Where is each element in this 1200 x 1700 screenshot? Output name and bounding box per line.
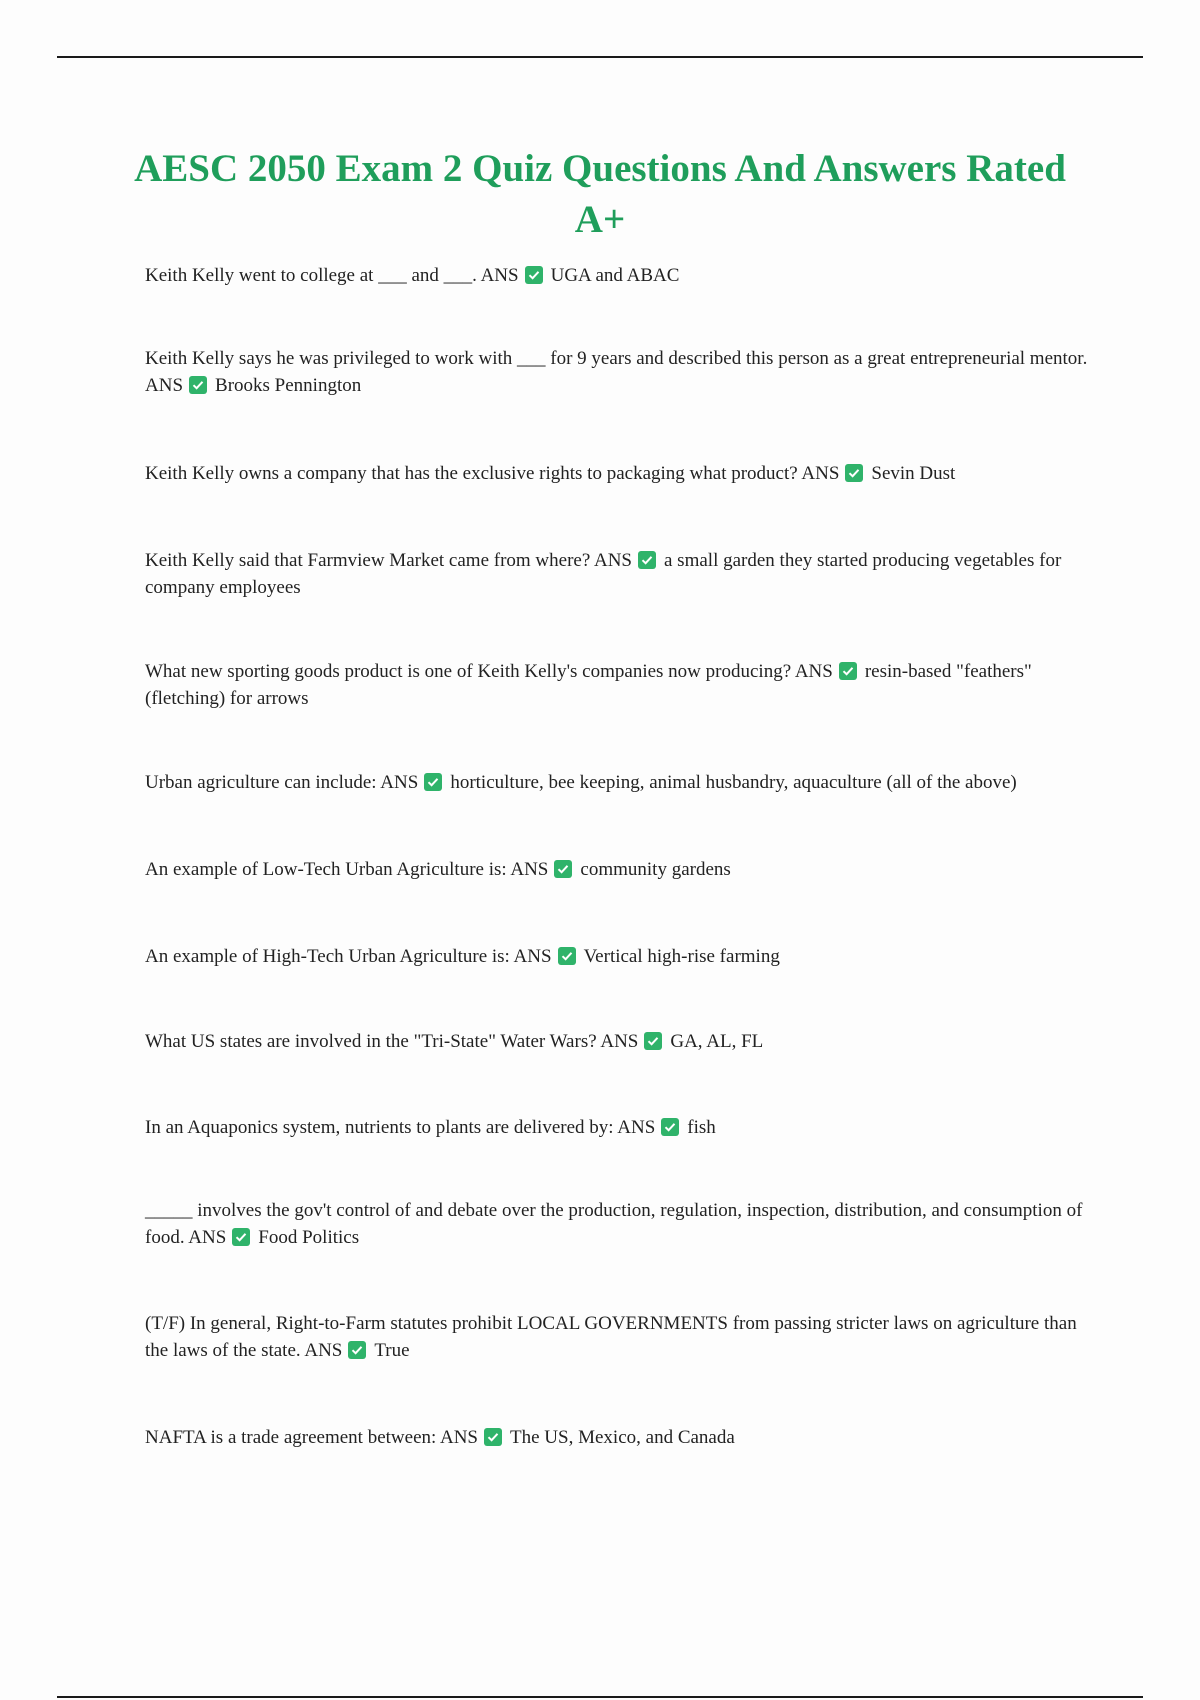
check-box-icon	[484, 1428, 502, 1446]
answer-text: GA, AL, FL	[670, 1031, 764, 1052]
question-text: Keith Kelly said that Farmview Market came from where? ANS	[145, 550, 632, 571]
qa-item	[145, 769, 1090, 796]
question-text: NAFTA is a trade agreement between: ANS	[145, 1427, 479, 1448]
bottom-rule	[57, 1696, 1143, 1698]
answer-text: fish	[687, 1117, 716, 1138]
question-text: Keith Kelly owns a company that has the exclusive rights to packaging what product? ANS	[145, 463, 840, 484]
top-rule	[57, 56, 1143, 58]
qa-item	[145, 943, 1090, 970]
question-text: In an Aquaponics system, nutrients to plants are delivered by: ANS	[145, 1117, 656, 1138]
answer-text: Vertical high-rise farming	[583, 946, 780, 967]
question-text: _____ involves the gov't control of and debate over the production, regulation, inspection, distribution, and consumption of food. ANS	[145, 1200, 1083, 1248]
question-text: What new sporting goods product is one of Keith Kelly's companies now producing? ANS	[145, 661, 833, 682]
answer-text: True	[374, 1340, 410, 1361]
page-title: AESC 2050 Exam 2 Quiz Questions And Answers Rated A+	[134, 147, 1066, 241]
question-text: What US states are involved in the "Tri-State" Water Wars? ANS	[145, 1031, 639, 1052]
check-box-icon	[845, 464, 863, 482]
answer-text: The US, Mexico, and Canada	[510, 1427, 735, 1448]
answer-text: resin-based "feathers" (fletching) for arrows	[145, 661, 1032, 709]
qa-item	[145, 345, 1090, 399]
question-text: Urban agriculture can include: ANS	[145, 772, 419, 793]
question-text: (T/F) In general, Right-to-Farm statutes prohibit LOCAL GOVERNMENTS from passing stricter laws on agriculture than the laws of the state. ANS	[145, 1313, 1077, 1361]
question-text: Keith Kelly says he was privileged to work with ___ for 9 years and described this person as a great entrepreneurial mentor. ANS	[145, 348, 1088, 396]
answer-text: horticulture, bee keeping, animal husbandry, aquaculture (all of the above)	[450, 772, 1017, 793]
check-box-icon	[554, 860, 572, 878]
check-box-icon	[558, 947, 576, 965]
qa-item	[145, 1114, 1090, 1141]
qa-item	[145, 1028, 1090, 1055]
check-box-icon	[189, 376, 207, 394]
question-text: Keith Kelly went to college at ___ and ___. ANS	[145, 265, 519, 286]
qa-item	[145, 1310, 1090, 1364]
check-box-icon	[644, 1032, 662, 1050]
check-box-icon	[424, 773, 442, 791]
question-text: An example of High-Tech Urban Agriculture is: ANS	[145, 946, 552, 967]
qa-item	[145, 262, 1090, 289]
answer-text: a small garden they started producing vegetables for company employees	[145, 550, 1062, 598]
check-box-icon	[638, 551, 656, 569]
check-box-icon	[839, 662, 857, 680]
check-box-icon	[232, 1228, 250, 1246]
question-text: An example of Low-Tech Urban Agriculture is: ANS	[145, 859, 549, 880]
qa-item	[145, 658, 1090, 712]
qa-item	[145, 1197, 1090, 1251]
qa-item	[145, 856, 1090, 883]
check-box-icon	[348, 1341, 366, 1359]
answer-text: community gardens	[580, 859, 731, 880]
check-box-icon	[661, 1118, 679, 1136]
answer-text: Sevin Dust	[871, 463, 956, 484]
qa-item	[145, 547, 1090, 601]
check-box-icon	[525, 266, 543, 284]
qa-item	[145, 1424, 1090, 1451]
answer-text: Food Politics	[258, 1227, 360, 1248]
qa-item	[145, 460, 1090, 487]
answer-text: UGA and ABAC	[550, 265, 680, 286]
answer-text: Brooks Pennington	[215, 375, 362, 396]
